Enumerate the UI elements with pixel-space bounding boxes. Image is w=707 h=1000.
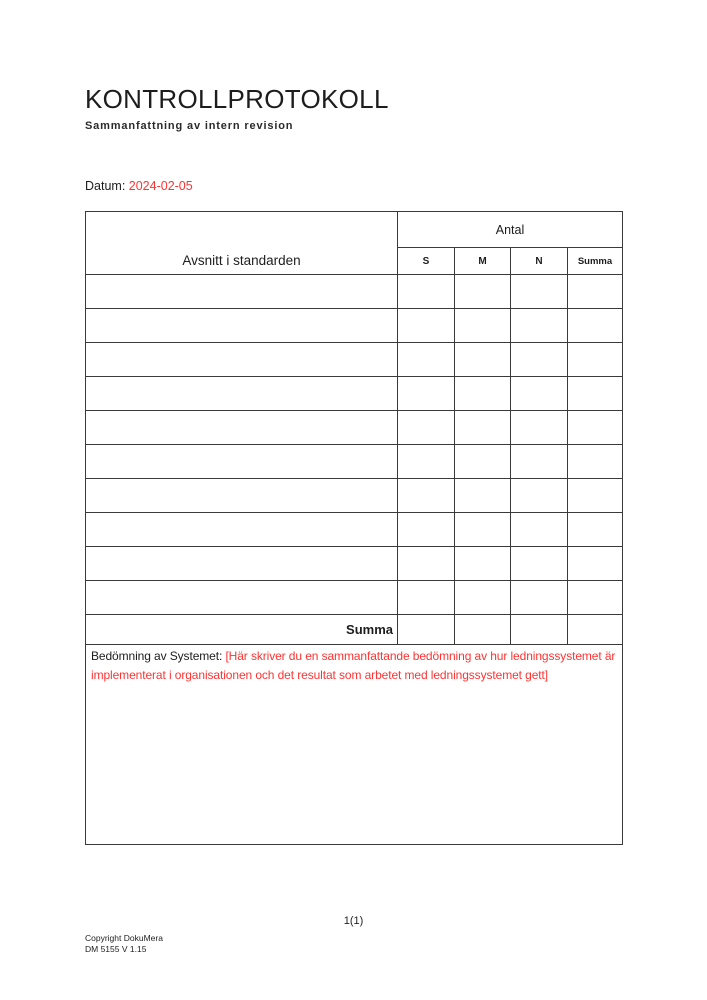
empty-data-row: [86, 445, 623, 479]
count-input-cell[interactable]: [398, 377, 455, 411]
empty-data-row: [86, 581, 623, 615]
empty-data-row: [86, 343, 623, 377]
count-input-cell[interactable]: [511, 513, 568, 547]
count-input-cell[interactable]: [511, 275, 568, 309]
table-body: [86, 275, 623, 615]
count-input-cell[interactable]: [568, 309, 623, 343]
count-input-cell[interactable]: [511, 445, 568, 479]
date-line: [85, 179, 193, 193]
total-cell-s[interactable]: [398, 615, 455, 645]
count-input-cell[interactable]: [568, 513, 623, 547]
count-input-cell[interactable]: [568, 343, 623, 377]
column-header-summa: Summa: [568, 248, 623, 275]
count-input-cell[interactable]: [568, 377, 623, 411]
count-input-cell[interactable]: [455, 479, 511, 513]
count-input-cell[interactable]: [455, 343, 511, 377]
count-input-cell[interactable]: [455, 581, 511, 615]
document-version-text: DM 5155 V 1.15: [85, 944, 147, 955]
count-input-cell[interactable]: [511, 343, 568, 377]
copyright-text: Copyright DokuMera: [85, 933, 163, 943]
table-header-row-group: [86, 212, 623, 248]
total-row: [86, 615, 623, 645]
count-input-cell[interactable]: [511, 479, 568, 513]
column-group-header-antal: Antal: [398, 212, 623, 248]
count-input-cell[interactable]: [455, 309, 511, 343]
empty-data-row: [86, 513, 623, 547]
count-input-cell[interactable]: [511, 411, 568, 445]
section-input-cell[interactable]: [86, 275, 398, 309]
section-input-cell[interactable]: [86, 377, 398, 411]
date-value[interactable]: 2024-02-05: [128, 179, 193, 193]
section-input-cell[interactable]: [86, 547, 398, 581]
count-input-cell[interactable]: [398, 547, 455, 581]
count-input-cell[interactable]: [568, 581, 623, 615]
section-input-cell[interactable]: [86, 411, 398, 445]
date-label: Datum:: [85, 179, 129, 193]
section-input-cell[interactable]: [86, 581, 398, 615]
count-input-cell[interactable]: [398, 309, 455, 343]
count-input-cell[interactable]: [455, 275, 511, 309]
total-cell-n[interactable]: [511, 615, 568, 645]
count-input-cell[interactable]: [398, 479, 455, 513]
column-header-section: Avsnitt i standarden: [86, 212, 398, 275]
count-input-cell[interactable]: [455, 445, 511, 479]
page-number: 1(1): [343, 915, 364, 927]
count-input-cell[interactable]: [398, 411, 455, 445]
empty-data-row: [86, 309, 623, 343]
count-input-cell[interactable]: [398, 275, 455, 309]
count-input-cell[interactable]: [511, 309, 568, 343]
empty-data-row: [86, 377, 623, 411]
count-input-cell[interactable]: [455, 377, 511, 411]
count-input-cell[interactable]: [568, 547, 623, 581]
count-input-cell[interactable]: [398, 513, 455, 547]
assessment-row: [86, 645, 623, 845]
count-input-cell[interactable]: [568, 275, 623, 309]
count-input-cell[interactable]: [568, 411, 623, 445]
page-subtitle: Sammanfattning av intern revision: [85, 120, 294, 132]
column-header-s: S: [398, 248, 455, 275]
count-input-cell[interactable]: [511, 377, 568, 411]
column-header-m: M: [455, 248, 511, 275]
audit-summary-table: [85, 211, 623, 845]
footer-copyright-block: [85, 933, 163, 955]
count-input-cell[interactable]: [455, 411, 511, 445]
count-input-cell[interactable]: [511, 547, 568, 581]
empty-data-row: [86, 275, 623, 309]
total-row-label: Summa: [86, 615, 398, 645]
empty-data-row: [86, 547, 623, 581]
page-title: KONTROLLPROTOKOLL: [85, 84, 389, 114]
count-input-cell[interactable]: [398, 445, 455, 479]
count-input-cell[interactable]: [398, 343, 455, 377]
total-cell-summa[interactable]: [568, 615, 623, 645]
count-input-cell[interactable]: [511, 581, 568, 615]
assessment-label: Bedömning av Systemet:: [91, 649, 226, 663]
total-cell-m[interactable]: [455, 615, 511, 645]
column-header-n: N: [511, 248, 568, 275]
section-input-cell[interactable]: [86, 343, 398, 377]
assessment-placeholder[interactable]: [Här skriver du en sammanfattande bedömning av hur ledningssystemet är implementerat i organisationen och det resultat som arbetet med ledningssystemet gett]: [91, 649, 616, 682]
section-input-cell[interactable]: [86, 309, 398, 343]
section-input-cell[interactable]: [86, 479, 398, 513]
section-input-cell[interactable]: [86, 445, 398, 479]
section-input-cell[interactable]: [86, 513, 398, 547]
table-footer-body: [86, 615, 623, 845]
count-input-cell[interactable]: [455, 547, 511, 581]
empty-data-row: [86, 479, 623, 513]
count-input-cell[interactable]: [568, 445, 623, 479]
count-input-cell[interactable]: [568, 479, 623, 513]
count-input-cell[interactable]: [398, 581, 455, 615]
empty-data-row: [86, 411, 623, 445]
count-input-cell[interactable]: [455, 513, 511, 547]
assessment-cell[interactable]: [86, 645, 623, 845]
